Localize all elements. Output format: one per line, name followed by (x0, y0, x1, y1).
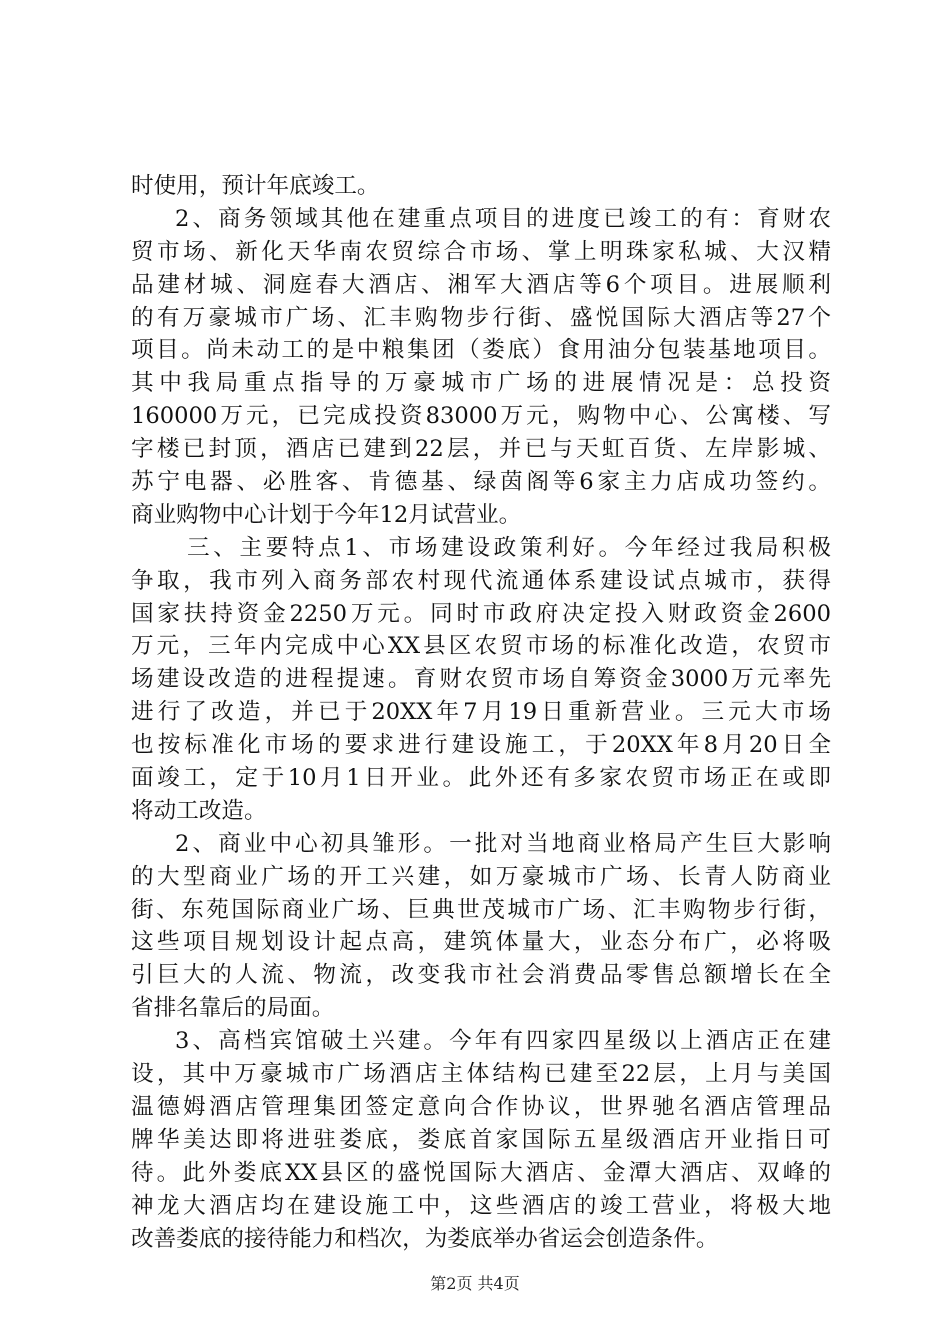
text-line: 待。此外娄底XX县区的盛悦国际大酒店、金潭大酒店、双峰的 (131, 1159, 831, 1186)
text-line: 万元，三年内完成中心XX县区农贸市场的标准化改造，农贸市 (131, 633, 831, 660)
text-line: 也按标准化市场的要求进行建设施工，于20XX年8月20日全 (131, 732, 831, 759)
text-line: 2、商务领域其他在建重点项目的进度已竣工的有：育财农 (175, 205, 831, 232)
text-line: 时使用，预计年底竣工。 (131, 173, 380, 199)
text-line: 商业购物中心计划于今年12月试营业。 (131, 501, 522, 528)
text-line: 160000万元，已完成投资83000万元，购物中心、公寓楼、写 (131, 403, 831, 430)
text-line: 的大型商业广场的开工兴建，如万豪城市广场、长青人防商业 (131, 863, 831, 890)
page-footer: 第2页 共4页 (430, 1274, 520, 1293)
text-line: 争取，我市列入商务部农村现代流通体系建设试点城市，获得 (131, 567, 831, 594)
text-line: 省排名靠后的局面。 (131, 995, 335, 1022)
text-line: 神龙大酒店均在建设施工中，这些酒店的竣工营业，将极大地 (131, 1192, 831, 1219)
text-line: 面竣工，定于10月1日开业。此外还有多家农贸市场正在或即 (131, 765, 831, 792)
text-line: 3、高档宾馆破土兴建。今年有四家四星级以上酒店正在建 (175, 1028, 831, 1055)
text-line: 苏宁电器、必胜客、肯德基、绿茵阁等6家主力店成功签约。 (131, 469, 831, 496)
text-line: 贸市场、新化天华南农贸综合市场、掌上明珠家私城、大汉精 (131, 238, 831, 265)
text-line: 将动工改造。 (131, 797, 267, 824)
text-line: 牌华美达即将进驻娄底，娄底首家国际五星级酒店开业指日可 (131, 1126, 831, 1153)
text-line: 三、主要特点1、市场建设政策利好。今年经过我局积极 (187, 534, 831, 561)
text-line: 改善娄底的接待能力和档次，为娄底举办省运会创造条件。 (131, 1225, 719, 1252)
text-line: 场建设改造的进程提速。育财农贸市场自筹资金3000万元率先 (131, 666, 831, 693)
text-line: 2、商业中心初具雏形。一批对当地商业格局产生巨大影响 (175, 830, 831, 857)
text-line: 项目。尚未动工的是中粮集团（娄底）食用油分包装基地项目。 (131, 337, 831, 364)
text-line: 品建材城、洞庭春大酒店、湘军大酒店等6个项目。进展顺利 (131, 271, 831, 298)
text-line: 引巨大的人流、物流，改变我市社会消费品零售总额增长在全 (131, 962, 831, 989)
text-line: 字楼已封顶，酒店已建到22层，并已与天虹百货、左岸影城、 (131, 436, 831, 463)
text-line: 的有万豪城市广场、汇丰购物步行街、盛悦国际大酒店等27个 (131, 304, 831, 331)
text-line: 街、东苑国际商业广场、巨典世茂城市广场、汇丰购物步行街， (131, 896, 831, 923)
text-line: 这些项目规划设计起点高，建筑体量大，业态分布广，必将吸 (131, 929, 831, 956)
text-line: 其中我局重点指导的万豪城市广场的进展情况是：总投资 (131, 370, 831, 397)
text-line: 设，其中万豪城市广场酒店主体结构已建至22层，上月与美国 (131, 1061, 831, 1088)
body-text (131, 170, 831, 1255)
text-line: 国家扶持资金2250万元。同时市政府决定投入财政资金2600 (131, 600, 831, 627)
text-line: 温德姆酒店管理集团签定意向合作协议，世界驰名酒店管理品 (131, 1093, 831, 1120)
text-line: 进行了改造，并已于20XX年7月19日重新营业。三元大市场 (131, 699, 831, 726)
